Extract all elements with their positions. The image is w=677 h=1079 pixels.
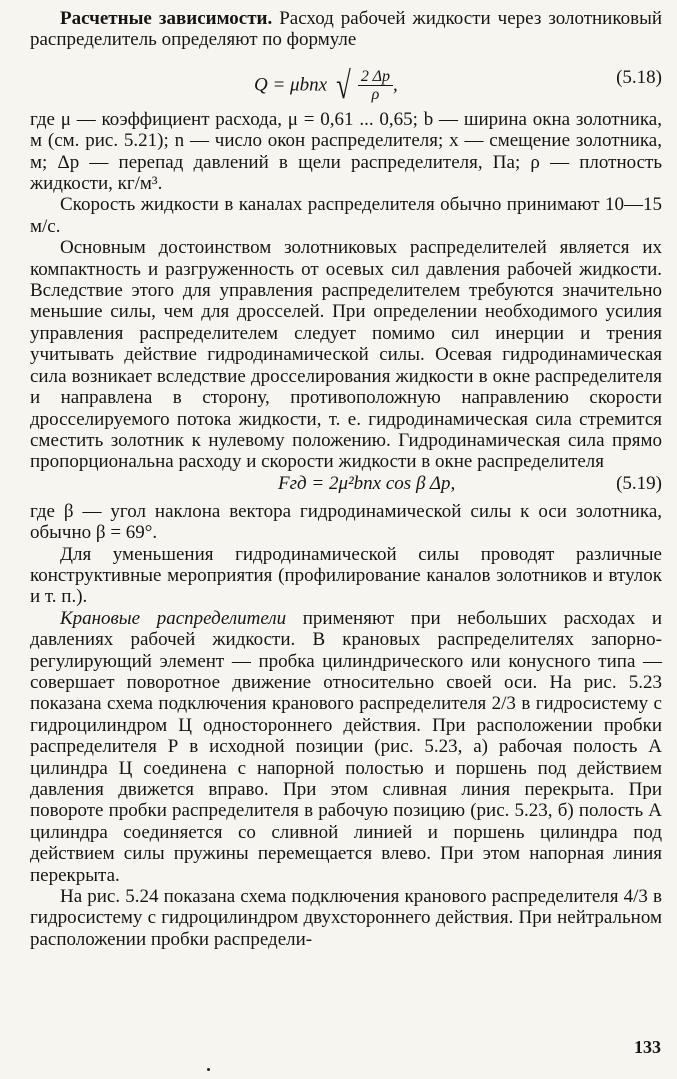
equation-number: (5.18) [616,66,662,88]
section-lead: Расчетные зависимости. [60,8,273,29]
sqrt-sign: √ [336,64,351,107]
paragraph-calc-dependencies [30,8,662,51]
equation-lhs: Q = μbnx [254,74,328,96]
paragraph-reduction: Для уменьшения гидродинамической силы проводят различные конструктивные мероприятия (профилирование каналов золотников и втулок и т. п.). [30,543,662,608]
italic-term: Крановые распределители [60,607,287,629]
equation-number: (5.19) [616,472,662,494]
paragraph-fig-5-24: На рис. 5.24 показана схема подключения кранового распределителя 4/3 в гидросистему с гидроцилиндром двухстороннего действия. При нейтральном расположении пробки распредели- [30,886,662,950]
paragraph-text: применяют при небольших расходах и давлениях рабочей жидкости. В крановых распределителях запорно-регулирующий элемент — пробка цилиндрического или конусного типа — совершает поворотное движение относительно своей оси. На рис. 5.23 показана схема подключения кранового распределителя 2/3 в гидросистему с гидроцилиндром Ц одностороннего действия. При расположении пробки распределителя Р в исходной позиции (рис. 5.23, а) рабочая полость А цилиндра Ц соединена с напорной полостью и поршень под действием давления движется вправо. При этом сливная линия перекрыта. При повороте пробки распределителя в рабочую позицию (рис. 5.23, б) полость А цилиндра соединяется со сливной линией и поршень цилиндра под действием силы пружины перемещается влево. При этом напорная линия перекрыта. [30,607,662,886]
paragraph-crane-distributors [30,608,662,886]
paragraph-variables: где μ — коэффициент расхода, μ = 0,61 ... 0,65; b — ширина окна золотника, м (см. рис. 5.21); n — число окон распределителя; x — смещение золотника, м; Δp — перепад давлений в щели распределителя, Па; ρ — плотность жидкости, кг/м³. [30,108,662,195]
fraction [358,68,393,103]
fraction-denominator: ρ [371,86,380,104]
equation-5-19 [30,473,662,501]
paragraph-beta: где β — угол наклона вектора гидродинамической силы к оси золотника, обычно β = 69°. [30,500,662,544]
fraction-numerator: 2 Δp [358,68,393,86]
paragraph-advantages: Основным достоинством золотниковых распределителей является их компактность и разгруженность от осевых сил давления рабочей жидкости. Вследствие этого для управления распределителем требуются значительно меньшие силы, чем для дросселей. При определении необходимого усилия управления распределителем следует помимо сил инерции и трения учитывать действие гидродинамической силы. Осевая гидродинамическая сила возникает вследствие дросселирования жидкости в окне распределителя и направлена в сторону, противоположную направлению скорости дросселируемого потока жидкости, т. е. гидродинамическая сила стремится сместить золотник к нулевому положению. Гидродинамическая сила прямо пропорциональна расходу и скорости жидкости в окне распределителя [30,237,662,473]
print-speck [207,1068,210,1071]
equation-tail: , [392,74,398,96]
paragraph-text: Расход рабочей жидкости через золотниковый распределитель определяют по формуле [30,8,663,51]
paragraph-velocity: Скорость жидкости в каналах распределителя обычно принимают 10—15 м/с. [30,194,662,237]
page-number: 133 [634,1037,661,1057]
equation-body: Fгд = 2μ²bnx cos β Δp, [278,472,456,494]
equation-5-18 [30,51,662,109]
body-text [30,8,662,950]
equation-body [254,64,398,107]
